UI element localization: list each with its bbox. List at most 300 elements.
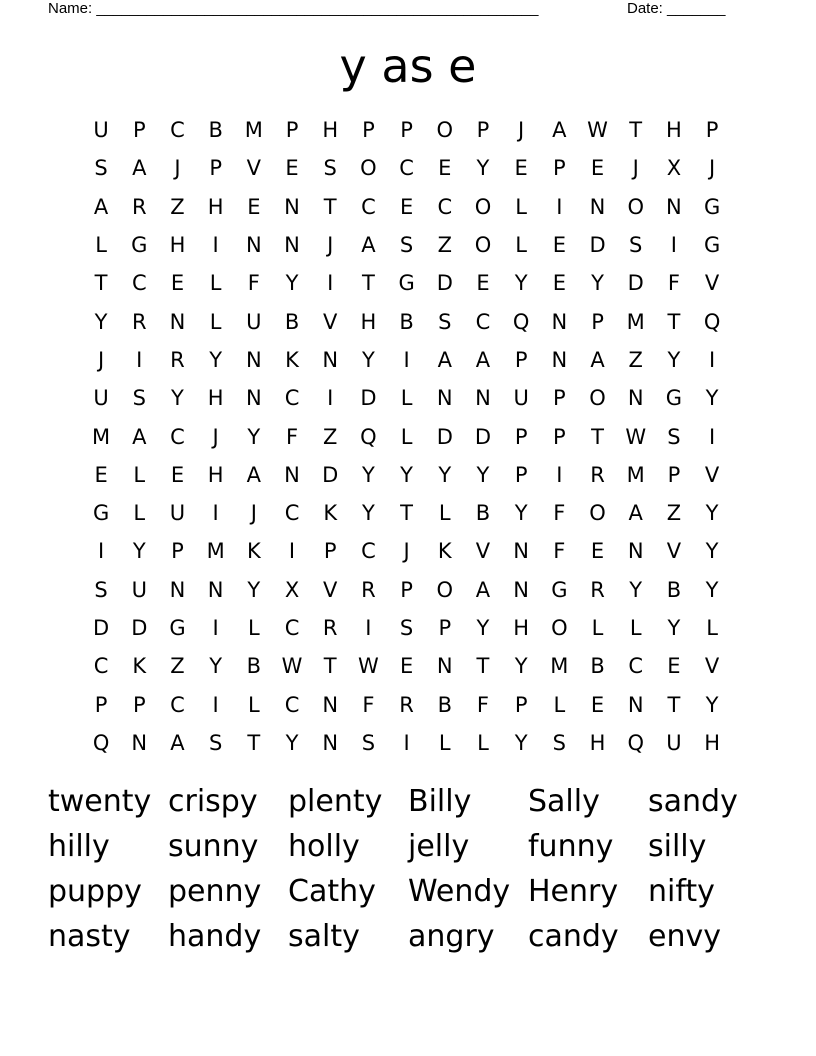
grid-letter: R (322, 616, 338, 640)
grid-letter: Q (512, 309, 530, 334)
grid-letter: V (475, 539, 491, 564)
grid-letter: C (284, 692, 300, 717)
grid-letter: N (627, 386, 644, 411)
grid-letter: D (360, 386, 377, 411)
grid-letter: C (284, 616, 300, 640)
word-list-item: plenty (288, 784, 383, 819)
grid-letter: F (247, 271, 260, 296)
grid-letter: T (667, 309, 681, 334)
grid-letter: P (514, 462, 528, 487)
date-field-label: Date: _______ (627, 0, 726, 17)
grid-letter: C (361, 539, 376, 564)
word-list-item: holly (288, 829, 360, 864)
grid-letter: M (206, 539, 225, 564)
grid-letter: N (284, 462, 300, 487)
grid-letter: P (514, 347, 528, 372)
grid-letter: Z (628, 347, 643, 372)
grid-letter: L (400, 424, 413, 449)
word-list-item: candy (528, 919, 619, 954)
grid-letter: P (476, 118, 490, 143)
word-list-item: penny (168, 874, 262, 909)
grid-letter: U (93, 118, 109, 143)
grid-letter: L (591, 616, 604, 640)
grid-letter: O (551, 616, 568, 640)
grid-letter: P (553, 424, 566, 449)
grid-letter: Y (705, 539, 719, 564)
grid-letter: O (474, 233, 492, 258)
word-list-item: Sally (528, 784, 600, 819)
grid-letter: P (514, 692, 528, 717)
word-list-item: Billy (408, 784, 472, 819)
grid-letter: F (362, 692, 375, 717)
grid-letter: E (590, 539, 605, 564)
grid-letter: N (513, 539, 530, 564)
grid-letter: S (552, 730, 567, 755)
grid-letter: D (131, 616, 148, 640)
grid-letter: Y (476, 156, 490, 181)
grid-letter: N (322, 347, 339, 372)
grid-letter: I (670, 233, 677, 258)
grid-letter: Y (514, 730, 528, 755)
grid-letter: E (170, 462, 185, 487)
grid-letter: V (323, 577, 338, 602)
grid-letter: Y (247, 577, 261, 602)
grid-letter: P (132, 692, 146, 717)
grid-letter: A (361, 233, 376, 258)
grid-letter: O (627, 194, 644, 219)
grid-letter: H (207, 386, 224, 411)
grid-letter: O (589, 501, 606, 526)
grid-letter: N (284, 233, 300, 258)
grid-letter: Z (323, 424, 338, 449)
grid-letter: K (323, 501, 338, 526)
grid-letter: I (212, 501, 219, 526)
grid-letter: S (361, 730, 376, 755)
word-list-item: funny (528, 829, 614, 864)
grid-letter: N (207, 577, 224, 602)
grid-letter: R (170, 347, 185, 372)
grid-letter: F (553, 539, 566, 564)
grid-letter: N (666, 194, 682, 219)
grid-letter: S (399, 233, 414, 258)
grid-letter: S (94, 577, 108, 602)
grid-letter: E (399, 194, 414, 219)
grid-letter: G (131, 233, 148, 258)
grid-letter: Q (627, 730, 644, 755)
word-list-item: salty (288, 919, 360, 954)
grid-letter: G (665, 386, 683, 411)
grid-letter: L (400, 386, 413, 411)
grid-letter: A (246, 462, 262, 487)
grid-letter: A (475, 347, 491, 372)
word-list-item: silly (648, 829, 707, 864)
word-list-item: handy (168, 919, 262, 954)
grid-letter: D (322, 462, 339, 487)
grid-letter: U (246, 309, 262, 334)
grid-letter: Q (92, 730, 110, 755)
grid-letter: N (551, 347, 568, 372)
grid-letter: G (398, 271, 415, 296)
grid-letter: L (209, 309, 222, 334)
grid-letter: Y (285, 730, 299, 755)
grid-letter: B (590, 654, 605, 679)
grid-letter: Y (667, 616, 681, 640)
grid-letter: Y (514, 654, 528, 679)
grid-letter: E (476, 271, 490, 296)
grid-letter: T (667, 692, 681, 717)
grid-letter: S (399, 616, 414, 640)
grid-letter: R (399, 692, 414, 717)
grid-letter: B (246, 654, 262, 679)
grid-letter: H (207, 462, 224, 487)
grid-letter: I (708, 424, 716, 449)
grid-letter: L (477, 730, 489, 755)
grid-letter: O (360, 156, 377, 181)
grid-letter: C (284, 386, 300, 411)
word-list-item: puppy (48, 874, 142, 909)
grid-letter: L (247, 616, 260, 640)
grid-letter: C (628, 654, 644, 679)
grid-letter: R (361, 577, 376, 602)
grid-letter: E (552, 271, 566, 296)
grid-letter: O (589, 386, 606, 411)
grid-letter: Y (209, 654, 223, 679)
grid-letter: L (706, 616, 718, 640)
grid-letter: A (132, 156, 147, 181)
grid-letter: U (666, 730, 682, 755)
word-list-item: sunny (168, 829, 259, 864)
grid-letter: P (400, 118, 413, 143)
grid-letter: J (632, 156, 639, 181)
grid-letter: Y (476, 462, 490, 487)
grid-letter: C (475, 309, 491, 334)
grid-letter: N (131, 730, 148, 755)
grid-letter: Y (667, 347, 681, 372)
grid-letter: Y (705, 386, 719, 411)
grid-letter: B (475, 501, 491, 526)
grid-letter: N (245, 386, 262, 411)
grid-letter: P (209, 156, 222, 181)
grid-letter: E (170, 271, 185, 296)
grid-letter: P (667, 462, 681, 487)
grid-letter: P (553, 156, 566, 181)
grid-letter: D (93, 616, 110, 640)
grid-letter: Q (360, 424, 377, 449)
grid-letter: C (93, 654, 109, 679)
grid-letter: W (358, 654, 379, 679)
grid-letter: K (132, 654, 147, 679)
grid-letter: Y (514, 271, 528, 296)
grid-letter: B (437, 692, 452, 717)
grid-letter: Y (400, 462, 413, 487)
grid-letter: C (170, 692, 185, 717)
grid-letter: H (322, 118, 339, 143)
grid-letter: W (587, 118, 608, 143)
grid-letter: E (438, 156, 452, 181)
grid-letter: I (212, 692, 219, 717)
grid-letter: D (589, 233, 606, 258)
grid-letter: T (361, 271, 375, 296)
grid-letter: P (400, 577, 413, 602)
grid-letter: Y (514, 501, 528, 526)
grid-letter: F (476, 692, 490, 717)
word-list-item: nifty (648, 874, 715, 909)
grid-letter: V (704, 271, 720, 296)
grid-letter: N (627, 539, 644, 564)
word-list (48, 779, 768, 959)
grid-letter: G (551, 577, 568, 602)
word-list-item: Cathy (288, 874, 376, 909)
grid-letter: L (515, 233, 527, 258)
grid-letter: C (437, 194, 453, 219)
grid-letter: D (474, 424, 492, 449)
grid-letter: T (476, 654, 490, 679)
grid-letter: H (704, 730, 720, 755)
grid-letter: I (327, 386, 334, 411)
grid-letter: S (438, 309, 452, 334)
grid-letter: P (132, 118, 146, 143)
grid-letter: B (399, 309, 414, 334)
grid-letter: M (550, 654, 569, 679)
grid-letter: Y (705, 692, 719, 717)
grid-letter: U (131, 577, 147, 602)
grid-letter: A (552, 118, 567, 143)
word-list-item: jelly (408, 829, 470, 864)
grid-letter: N (513, 577, 530, 602)
grid-letter: K (285, 347, 299, 372)
grid-letter: Y (94, 309, 108, 334)
grid-letter: R (590, 577, 605, 602)
grid-letter: N (245, 233, 262, 258)
grid-letter: S (629, 233, 643, 258)
grid-letter: V (666, 539, 682, 564)
grid-letter: Y (361, 501, 375, 526)
grid-letter: O (436, 577, 454, 602)
grid-letter: S (667, 424, 681, 449)
grid-letter: P (591, 309, 604, 334)
grid-letter: Y (705, 501, 719, 526)
grid-letter: N (436, 654, 453, 679)
grid-letter: I (288, 539, 296, 564)
name-field-label: Name: _____________________________________________________ (48, 0, 539, 17)
grid-letter: C (170, 424, 185, 449)
grid-letter: L (515, 194, 527, 219)
grid-letter: Z (666, 501, 682, 526)
grid-letter: V (704, 654, 720, 679)
grid-letter: N (436, 386, 453, 411)
grid-letter: B (284, 309, 300, 334)
word-list-item: envy (648, 919, 721, 954)
grid-letter: I (212, 616, 219, 640)
grid-letter: J (212, 424, 219, 449)
grid-letter: Y (171, 386, 184, 411)
grid-letter: A (475, 577, 491, 602)
grid-letter: J (403, 539, 410, 564)
grid-letter: J (518, 118, 525, 143)
grid-letter: P (514, 424, 528, 449)
grid-letter: C (170, 118, 185, 143)
grid-letter: I (556, 462, 563, 487)
grid-letter: N (245, 347, 262, 372)
grid-letter: P (171, 539, 184, 564)
grid-letter: E (247, 194, 261, 219)
grid-letter: L (209, 271, 222, 296)
grid-letter: H (169, 233, 186, 258)
grid-letter: M (92, 424, 111, 449)
grid-letter: A (628, 501, 643, 526)
grid-letter: L (553, 692, 566, 717)
grid-letter: G (169, 616, 186, 640)
grid-letter: Y (132, 539, 146, 564)
grid-letter: E (285, 156, 299, 181)
word-list-item: crispy (168, 784, 258, 819)
grid-letter: F (667, 271, 680, 296)
grid-letter: C (284, 501, 300, 526)
grid-letter: Y (591, 271, 604, 296)
grid-letter: P (362, 118, 375, 143)
grid-letter: C (131, 271, 147, 296)
grid-letter: X (284, 577, 300, 602)
grid-letter: M (626, 309, 645, 334)
grid-letter: W (625, 424, 647, 449)
grid-letter: Y (476, 616, 490, 640)
grid-letter: N (589, 194, 606, 219)
grid-letter: L (629, 616, 642, 640)
grid-letter: A (437, 347, 452, 372)
grid-letter: L (95, 233, 107, 258)
grid-letter: Y (361, 462, 375, 487)
grid-letter: F (553, 501, 566, 526)
word-list-item: twenty (48, 784, 152, 819)
grid-letter: Y (247, 424, 261, 449)
grid-letter: T (94, 271, 108, 296)
grid-letter: D (436, 271, 453, 296)
grid-letter: L (247, 692, 260, 717)
grid-letter: T (247, 730, 261, 755)
grid-letter: E (514, 156, 528, 181)
grid-letter: I (365, 616, 372, 640)
grid-letter: E (667, 654, 681, 679)
grid-letter: I (403, 347, 410, 372)
grid-letter: B (208, 118, 223, 143)
grid-letter: P (553, 386, 566, 411)
grid-letter: S (208, 730, 223, 755)
grid-letter: J (250, 501, 257, 526)
grid-letter: C (399, 156, 414, 181)
word-list-item: hilly (48, 829, 110, 864)
grid-letter: I (136, 347, 143, 372)
grid-letter: R (131, 309, 147, 334)
word-list-item: angry (408, 919, 495, 954)
grid-letter: A (132, 424, 147, 449)
word-list-item: sandy (648, 784, 738, 819)
grid-letter: K (437, 539, 452, 564)
grid-letter: J (174, 156, 181, 181)
grid-letter: A (93, 194, 109, 219)
puzzle-title: y as e (339, 39, 477, 93)
grid-letter: X (666, 156, 682, 181)
grid-letter: S (94, 156, 108, 181)
grid-letter: G (703, 194, 721, 219)
grid-letter: L (133, 462, 146, 487)
grid-letter: D (627, 271, 644, 296)
grid-letter: E (94, 462, 108, 487)
grid-letter: N (627, 692, 644, 717)
grid-letter: S (323, 156, 337, 181)
grid-letter: F (285, 424, 299, 449)
grid-letter: N (475, 386, 491, 411)
grid-letter: U (169, 501, 186, 526)
grid-letter: T (323, 654, 337, 679)
grid-letter: N (284, 194, 300, 219)
grid-letter: Y (629, 577, 643, 602)
grid-letter: I (327, 271, 334, 296)
grid-letter: I (556, 194, 563, 219)
grid-letter: E (552, 233, 566, 258)
grid-letter: V (323, 309, 338, 334)
grid-letter: Y (285, 271, 299, 296)
grid-letter: M (626, 462, 645, 487)
grid-letter: G (703, 233, 721, 258)
grid-letter: Z (170, 194, 185, 219)
word-list-item: Henry (528, 874, 619, 909)
grid-letter: T (629, 118, 643, 143)
grid-letter: J (97, 347, 105, 372)
grid-letter: L (438, 730, 451, 755)
grid-letter: M (244, 118, 263, 143)
grid-letter: E (399, 654, 414, 679)
grid-letter: S (132, 386, 146, 411)
grid-letter: I (708, 347, 716, 372)
grid-letter: A (590, 347, 605, 372)
grid-letter: O (436, 118, 454, 143)
grid-letter: A (170, 730, 185, 755)
grid-letter: N (169, 577, 186, 602)
grid-letter: L (438, 501, 451, 526)
grid-letter: T (400, 501, 413, 526)
grid-letter: Z (170, 654, 185, 679)
grid-letter: L (133, 501, 146, 526)
grid-letter: I (97, 539, 105, 564)
grid-letter: G (92, 501, 110, 526)
grid-letter: Q (703, 309, 721, 334)
letter-grid (82, 111, 731, 762)
grid-letter: J (327, 233, 334, 258)
word-list-item: Wendy (408, 874, 511, 909)
grid-letter: H (360, 309, 377, 334)
grid-letter: Y (209, 347, 223, 372)
grid-letter: O (474, 194, 492, 219)
grid-letter: J (708, 156, 716, 181)
grid-letter: P (285, 118, 299, 143)
grid-letter: D (436, 424, 453, 449)
grid-letter: R (131, 194, 147, 219)
grid-letter: Y (705, 577, 719, 602)
grid-letter: N (551, 309, 568, 334)
grid-letter: N (322, 692, 339, 717)
grid-letter: P (438, 616, 452, 640)
grid-letter: P (705, 118, 719, 143)
grid-letter: Y (361, 347, 375, 372)
grid-letter: P (323, 539, 337, 564)
grid-letter: Z (437, 233, 452, 258)
grid-letter: P (94, 692, 108, 717)
header-line (48, 0, 748, 20)
grid-letter: N (169, 309, 186, 334)
grid-letter: U (93, 386, 109, 411)
grid-letter: E (590, 156, 605, 181)
grid-letter: B (666, 577, 682, 602)
